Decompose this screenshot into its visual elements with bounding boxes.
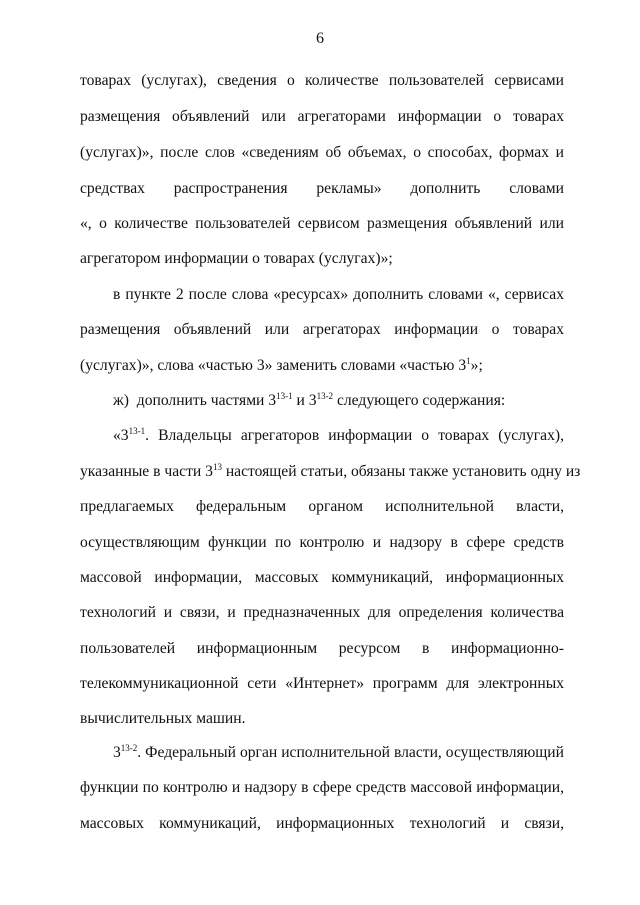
superscript: 1 [466,356,471,366]
text: следующего содержания: [333,392,506,409]
text: (услугах)», слова «частью 3» заменить словами «частью 3 [80,357,467,374]
text-line [80,357,564,375]
text: »; [470,357,483,374]
text: ж) дополнить частями 3 [113,392,277,409]
text: «3 [113,427,129,444]
superscript: 13-1 [128,426,146,436]
text-line: функции по контролю и надзору в сфере средств массовой информации, [80,779,564,796]
text-line: агрегатором информации о товарах (услугах)»; [80,250,393,267]
text-line: предлагаемых федеральным органом исполнительной власти, [80,498,564,515]
text: настоящей статьи, обязаны также установить одну из [221,463,581,480]
text-line [80,462,581,481]
text-line: размещения объявлений или агрегаторами информации о товарах [80,108,564,125]
text-line [113,392,564,410]
text-line: товарах (услугах), сведения о количестве пользователей сервисами [80,72,564,89]
text-line: массовой информации, массовых коммуникаций, информационных [80,569,564,586]
text: . Владельцы агрегаторов информации о товарах (услугах), [145,427,564,444]
text: указанные в части 3 [80,463,213,480]
text: 3 [113,744,121,761]
superscript: 13-1 [276,391,293,401]
text-line: телекоммуникационной сети «Интернет» программ для электронных [80,675,564,692]
page-number: 6 [316,30,324,47]
text-line: средствах распространения рекламы» дополнить словами [80,180,564,197]
text: . Федеральный орган исполнительной власти, осуществляющий [137,744,564,761]
text-line: технологий и связи, и предназначенных для определения количества [80,604,564,621]
text-line: пользователей информационным ресурсом в информационно- [80,640,564,657]
text-line: вычислительных машин. [80,710,246,727]
text-line [113,427,564,445]
superscript: 13-2 [120,743,138,753]
superscript: 13-2 [316,391,334,401]
text-line: массовых коммуникаций, информационных технологий и связи, [80,815,564,832]
superscript: 13 [212,462,222,472]
text: и 3 [292,392,317,409]
text-line: «, о количестве пользователей сервисом размещения объявлений или [80,215,564,232]
text-line [113,744,564,762]
text-line: осуществляющим функции по контролю и надзору в сфере средств [80,534,564,551]
text-line: в пункте 2 после слова «ресурсах» дополнить словами «, сервисах [113,286,564,303]
text-line: размещения объявлений или агрегаторах информации о товарах [80,321,564,338]
text-line: (услугах)», после слов «сведениям об объемах, о способах, формах и [80,144,564,161]
